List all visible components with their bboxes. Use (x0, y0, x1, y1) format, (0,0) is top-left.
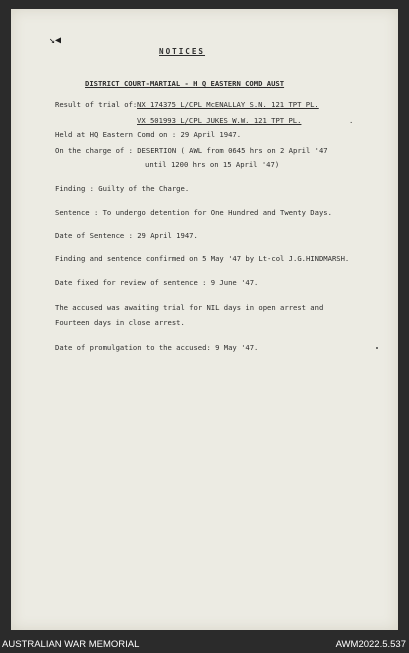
review-date-line: Date fixed for review of sentence : 9 June '47. (55, 278, 259, 287)
trial-label: Result of trial of: (55, 100, 138, 109)
awaiting-line-2: Fourteen days in close arrest. (55, 318, 185, 327)
court-martial-subheading: DISTRICT COURT-MARTIAL - H Q EASTERN COMD AUST (85, 79, 285, 88)
charge-line-2: until 1200 hrs on 15 April '47) (145, 160, 280, 169)
accused-line-2: VX 501993 L/CPL JUKES W.W. 121 TPT PL. (137, 116, 302, 125)
finding-line: Finding : Guilty of the Charge. (55, 184, 190, 193)
held-at-line: Held at HQ Eastern Comd on : 29 April 1947. (55, 130, 242, 139)
document-page (11, 9, 398, 630)
confirmed-line: Finding and sentence confirmed on 5 May '47 by Lt-col J.G.HINDMARSH. (55, 254, 350, 263)
promulgation-line: Date of promulgation to the accused: 9 May '47. (55, 343, 259, 352)
corner-mark: ↘◀ (49, 35, 62, 46)
accused-line-1: NX 174375 L/CPL McENALLAY S.N. 121 TPT PL. (137, 100, 319, 109)
awaiting-line-1: The accused was awaiting trial for NIL days in open arrest and (55, 303, 324, 312)
charge-line-1: On the charge of : DESERTION ( AWL from 0645 hrs on 2 April '47 (55, 146, 328, 155)
accused-line-2-tail: . (349, 116, 354, 125)
notices-heading: NOTICES (159, 47, 206, 56)
sentence-line: Sentence : To undergo detention for One Hundred and Twenty Days. (55, 208, 332, 217)
footer-institution: AUSTRALIAN WAR MEMORIAL (2, 639, 140, 650)
ink-speck (376, 347, 378, 349)
date-of-sentence-line: Date of Sentence : 29 April 1947. (55, 231, 198, 240)
footer-accession-number: AWM2022.5.537 (335, 639, 406, 650)
